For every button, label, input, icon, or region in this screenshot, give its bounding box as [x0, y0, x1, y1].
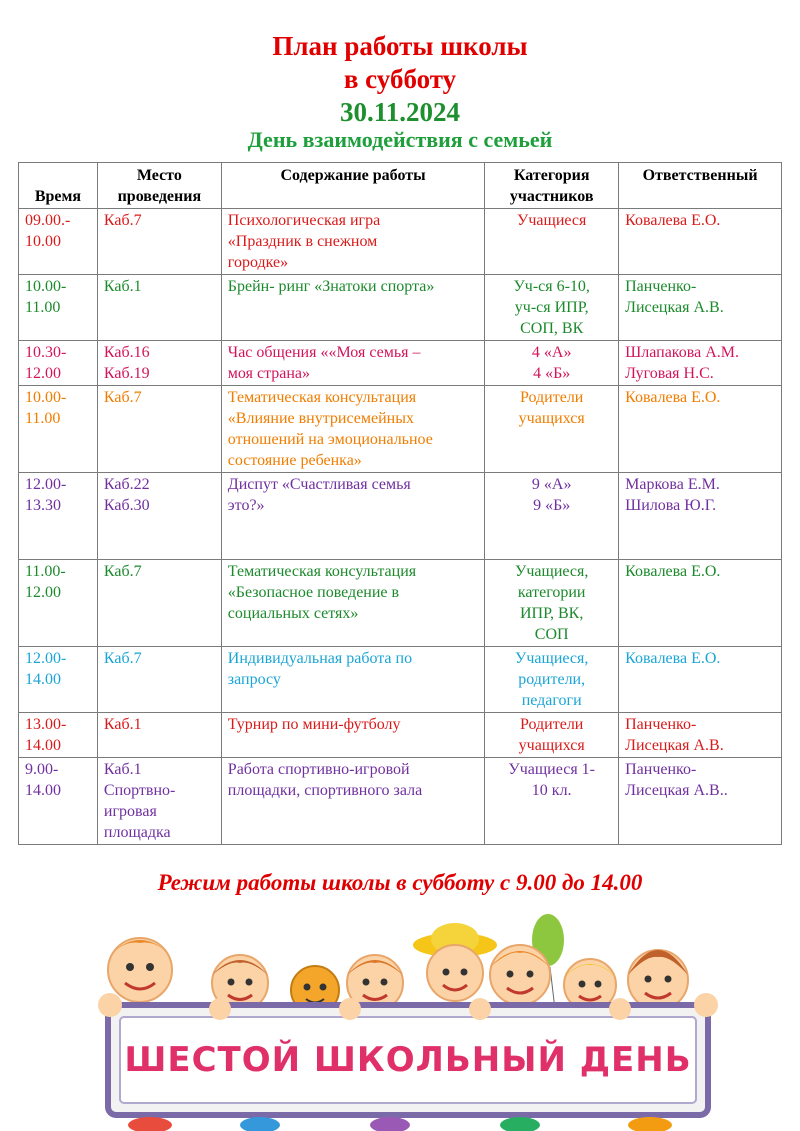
- table-row: [19, 275, 782, 341]
- time-line: 10.30-: [25, 344, 67, 361]
- time-line: 12.00: [25, 584, 61, 601]
- category-line: Уч-ся 6-10,: [513, 278, 590, 295]
- title-line-2: в субботу: [343, 64, 457, 94]
- responsible-line: Лисецкая А.В.: [625, 737, 724, 754]
- place-line: Каб.1: [103, 716, 142, 733]
- content-line: Тематическая консультация: [227, 563, 417, 580]
- cell-category: [485, 209, 619, 275]
- responsible-line: Шилова Ю.Г.: [625, 497, 717, 514]
- schedule-table: [18, 162, 782, 845]
- category-line: Учащиеся,: [515, 650, 589, 667]
- category-line: 4 «Б»: [533, 365, 571, 382]
- content-line: «Безопасное поведение в: [227, 584, 400, 601]
- responsible-line: Лисецкая А.В.: [625, 299, 724, 316]
- subtitle: День взаимодействия с семьей: [247, 127, 553, 152]
- place-line: Каб.1: [103, 761, 142, 778]
- responsible-line: Панченко-: [625, 761, 697, 778]
- cell-category: [485, 713, 619, 758]
- header-responsible: Ответственный: [619, 163, 782, 209]
- category-line: ИПР, ВК,: [520, 605, 584, 622]
- cell-place: [97, 560, 221, 647]
- cell-category: [485, 386, 619, 473]
- cell-content: [221, 560, 484, 647]
- time-line: 12.00-: [25, 650, 67, 667]
- place-line: игровая: [103, 803, 157, 820]
- content-line: запросу: [227, 671, 281, 688]
- time-line: 10.00-: [25, 389, 67, 406]
- cell-time: [19, 713, 98, 758]
- cell-place: [97, 341, 221, 386]
- place-line: Каб.7: [103, 650, 142, 667]
- time-line: 9.00-: [25, 761, 59, 778]
- place-line: Каб.7: [103, 212, 142, 229]
- banner-text: ШЕСТОЙ ШКОЛЬНЫЙ ДЕНЬ: [124, 1040, 692, 1080]
- cell-category: [485, 473, 619, 560]
- header-content: Содержание работы: [221, 163, 484, 209]
- cell-time: [19, 275, 98, 341]
- table-row: [19, 647, 782, 713]
- time-line: 12.00: [25, 365, 61, 382]
- cell-content: [221, 341, 484, 386]
- time-line: 14.00: [25, 671, 61, 688]
- time-line: 12.00-: [25, 476, 67, 493]
- cell-content: [221, 275, 484, 341]
- document-header: [0, 30, 800, 153]
- table-row: [19, 209, 782, 275]
- cell-place: [97, 758, 221, 845]
- category-line: Учащиеся,: [515, 563, 589, 580]
- time-line: 10.00-: [25, 278, 67, 295]
- cell-time: [19, 386, 98, 473]
- place-line: Спортвно-: [103, 782, 176, 799]
- kids-banner-illustration: [80, 905, 730, 1131]
- cell-content: [221, 647, 484, 713]
- content-line: моя страна»: [227, 365, 311, 382]
- category-line: родители,: [518, 671, 586, 688]
- schedule-note: Режим работы школы в субботу с 9.00 до 14.00: [157, 870, 643, 895]
- cell-responsible: [619, 758, 782, 845]
- cell-category: [485, 758, 619, 845]
- table-row: [19, 341, 782, 386]
- category-line: 9 «Б»: [533, 497, 571, 514]
- cell-content: [221, 386, 484, 473]
- table-row: [19, 713, 782, 758]
- cell-time: [19, 647, 98, 713]
- cell-responsible: [619, 275, 782, 341]
- category-line: СОП, ВК: [520, 320, 584, 337]
- cell-place: [97, 473, 221, 560]
- content-line: социальных сетях»: [227, 605, 359, 622]
- cell-time: [19, 473, 98, 560]
- cell-content: [221, 209, 484, 275]
- cell-category: [485, 275, 619, 341]
- category-line: учащихся: [518, 737, 585, 754]
- responsible-line: Луговая Н.С.: [625, 365, 714, 382]
- content-line: Индивидуальная работа по: [227, 650, 413, 667]
- table-header-row: [19, 163, 782, 209]
- time-line: 13.00-: [25, 716, 67, 733]
- place-line: Каб.1: [103, 278, 142, 295]
- content-line: Час общения ««Моя семья –: [227, 344, 421, 361]
- content-line: Диспут «Счастливая семья: [227, 476, 411, 493]
- category-line: учащихся: [518, 410, 585, 427]
- cell-responsible: [619, 386, 782, 473]
- category-line: педагоги: [521, 692, 582, 709]
- responsible-line: Ковалева Е.О.: [625, 212, 721, 229]
- cell-responsible: [619, 560, 782, 647]
- cell-place: [97, 647, 221, 713]
- category-line: 4 «А»: [531, 344, 572, 361]
- category-line: СОП: [534, 626, 569, 643]
- responsible-line: Ковалева Е.О.: [625, 389, 721, 406]
- title-date: 30.11.2024: [339, 97, 460, 127]
- category-line: категории: [517, 584, 586, 601]
- cell-category: [485, 647, 619, 713]
- time-line: 14.00: [25, 737, 61, 754]
- time-line: 11.00: [25, 299, 61, 316]
- time-line: 11.00: [25, 410, 61, 427]
- cell-time: [19, 341, 98, 386]
- cell-place: [97, 713, 221, 758]
- content-line: Брейн- ринг «Знатоки спорта»: [227, 278, 435, 295]
- cell-place: [97, 275, 221, 341]
- time-line: 09.00.-: [25, 212, 71, 229]
- content-line: площадки, спортивного зала: [227, 782, 423, 799]
- content-line: Психологическая игра: [227, 212, 381, 229]
- place-line: Каб.7: [103, 389, 142, 406]
- header-category: Категория участников: [485, 163, 619, 209]
- table-body: [19, 209, 782, 845]
- time-line: 11.00-: [25, 563, 66, 580]
- title-line-1: План работы школы: [272, 31, 528, 61]
- table-row: [19, 473, 782, 560]
- place-line: площадка: [103, 824, 171, 841]
- time-line: 14.00: [25, 782, 61, 799]
- place-line: Каб.30: [103, 497, 150, 514]
- responsible-line: Ковалева Е.О.: [625, 563, 721, 580]
- table-row: [19, 560, 782, 647]
- cell-content: [221, 473, 484, 560]
- cell-content: [221, 758, 484, 845]
- content-line: отношений на эмоциональное: [227, 431, 433, 448]
- content-line: Тематическая консультация: [227, 389, 417, 406]
- responsible-line: Ковалева Е.О.: [625, 650, 721, 667]
- kid-shoes: [128, 1117, 672, 1131]
- responsible-line: Панченко-: [625, 278, 697, 295]
- category-line: Родители: [519, 389, 584, 406]
- content-line: городке»: [227, 254, 289, 271]
- content-line: это?»: [227, 497, 265, 514]
- table-row: [19, 758, 782, 845]
- content-line: Работа спортивно-игровой: [227, 761, 410, 778]
- kid-faces: [108, 923, 688, 1014]
- cell-responsible: [619, 713, 782, 758]
- responsible-line: Панченко-: [625, 716, 697, 733]
- cell-category: [485, 560, 619, 647]
- cell-responsible: [619, 473, 782, 560]
- cell-responsible: [619, 209, 782, 275]
- responsible-line: Лисецкая А.В..: [625, 782, 728, 799]
- cell-time: [19, 560, 98, 647]
- cell-content: [221, 713, 484, 758]
- content-line: «Праздник в снежном: [227, 233, 378, 250]
- cell-time: [19, 209, 98, 275]
- place-line: Каб.7: [103, 563, 142, 580]
- category-line: уч-ся ИПР,: [514, 299, 589, 316]
- category-line: 9 «А»: [531, 476, 572, 493]
- category-line: Родители: [519, 716, 584, 733]
- cell-responsible: [619, 341, 782, 386]
- place-line: Каб.19: [103, 365, 150, 382]
- header-place: Место проведения: [97, 163, 221, 209]
- content-line: Турнир по мини-футболу: [227, 716, 401, 733]
- time-line: 10.00: [25, 233, 61, 250]
- cell-place: [97, 209, 221, 275]
- content-line: состояние ребенка»: [227, 452, 362, 469]
- place-line: Каб.16: [103, 344, 150, 361]
- header-time: Время: [19, 163, 98, 209]
- place-line: Каб.22: [103, 476, 150, 493]
- responsible-line: Маркова Е.М.: [625, 476, 720, 493]
- category-line: Учащиеся 1-: [508, 761, 596, 778]
- category-line: Учащиеся: [517, 212, 587, 229]
- cell-category: [485, 341, 619, 386]
- content-line: «Влияние внутрисемейных: [227, 410, 414, 427]
- time-line: 13.30: [25, 497, 61, 514]
- category-line: 10 кл.: [531, 782, 572, 799]
- responsible-line: Шлапакова А.М.: [625, 344, 739, 361]
- cell-time: [19, 758, 98, 845]
- cell-place: [97, 386, 221, 473]
- cell-responsible: [619, 647, 782, 713]
- table-row: [19, 386, 782, 473]
